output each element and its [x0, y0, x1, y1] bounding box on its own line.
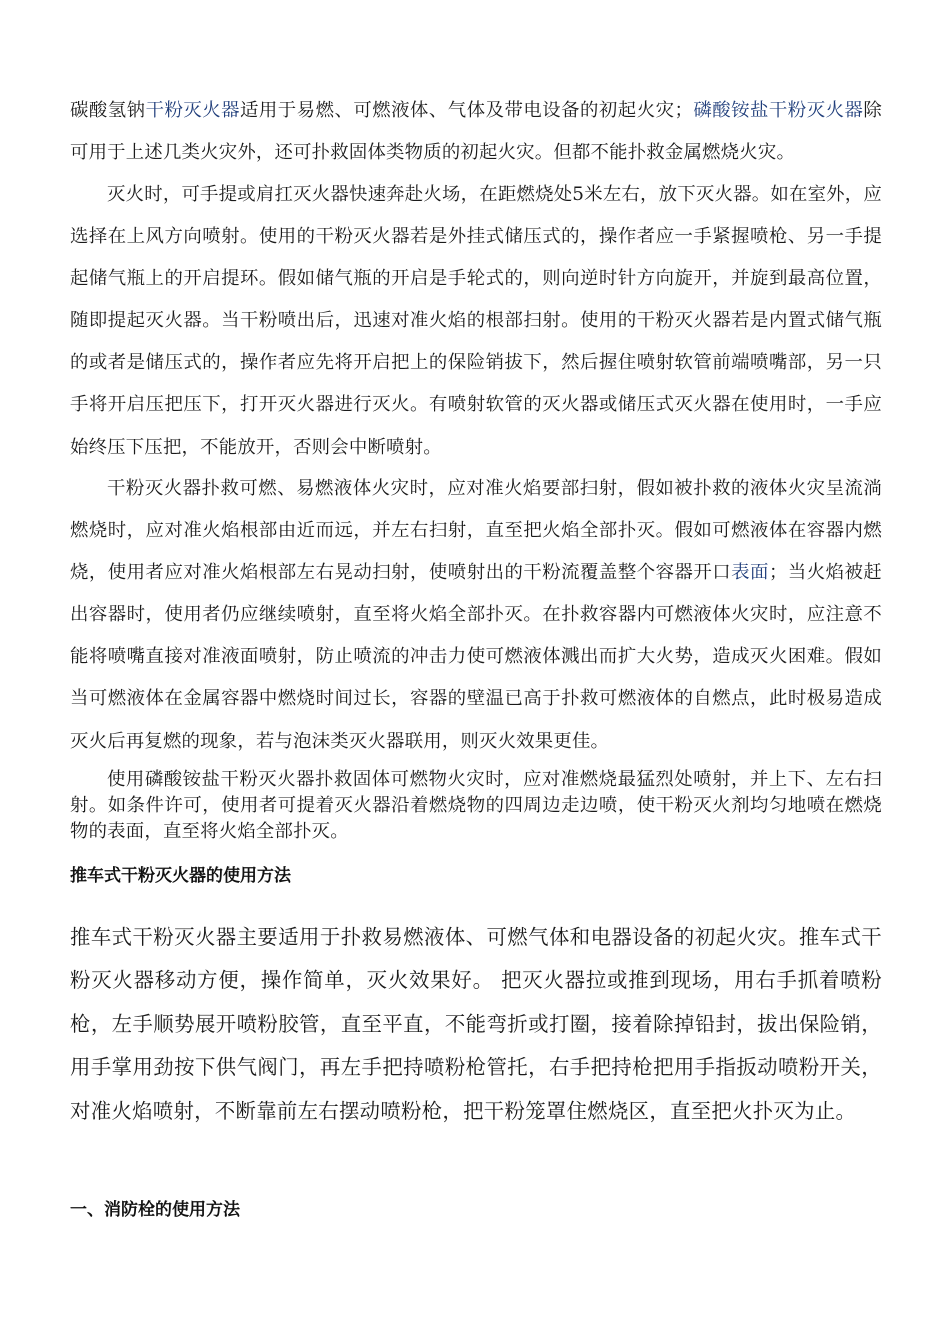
text-segment: 适用于易燃、可燃液体、气体及带电设备的初起火灾；: [240, 100, 694, 121]
link-ammonium-phosphate-extinguisher[interactable]: 磷酸铵盐干粉灭火器: [693, 100, 864, 121]
text-segment: ；当火焰被赶出容器时，使用者仍应继续喷射，直至将火焰全部扑灭。在扑救容器内可燃液体火灾时，应注意不能将喷嘴直接对准液面喷射，防止喷流的冲击力使可燃液体溅出而扩大火势，造成灭火困难。假如当可燃液体在金属容器中燃烧时间过长，容器的壁温已高于扑救可燃液体的自燃点，此时极易造成灭火后再复燃的现象，若与泡沫类灭火器联用，则灭火效果更佳。: [70, 562, 882, 752]
paragraph-cart-extinguisher: 推车式干粉灭火器主要适用于扑救易燃液体、可燃气体和电器设备的初起火灾。推车式干粉灭火器移动方便，操作简单，灭火效果好。 把灭火器拉或推到现场，用右手抓着喷粉枪，左手顺势展开喷粉胶管，直至平直，不能弯折或打圈，接着除掉铅封，拔出保险销，用手掌用劲按下供气阀门，再左手把持喷粉枪管托，右手把持枪把用手指扳动喷粉开关，对准火焰喷射，不断靠前左右摆动喷粉枪，把干粉笼罩住燃烧区，直至把火扑灭为止。: [70, 925, 882, 1123]
paragraph-operation: 灭火时，可手提或肩扛灭火器快速奔赴火场，在距燃烧处5米左右，放下灭火器。如在室外，应选择在上风方向喷射。使用的干粉灭火器若是外挂式储压式的，操作者应一手紧握喷枪、另一手提起储气瓶上的开启提环。假如储气瓶的开启是手轮式的，则向逆时针方向旋开，并旋到最高位置，随即提起灭火器。当干粉喷出后，迅速对准火焰的根部扫射。使用的干粉灭火器若是内置式储气瓶的或者是储压式的，操作者应先将开启把上的保险销拔下，然后握住喷射软管前端喷嘴部，另一只手将开启压把压下，打开灭火器进行灭火。有喷射软管的灭火器或储压式灭火器在使用时，一手应始终压下压把，不能放开，否则会中断喷射。: [70, 184, 882, 458]
paragraph-solid-fire: 使用磷酸铵盐干粉灭火器扑救固体可燃物火灾时，应对准燃烧最猛烈处喷射，并上下、左右扫射。如条件许可，使用者可提着灭火器沿着燃烧物的四周边走边喷，使干粉灭火剂均匀地喷在燃烧物的表面，直至将火焰全部扑灭。: [70, 769, 882, 842]
heading-fire-hydrant: 一、消防栓的使用方法: [70, 1200, 240, 1220]
text-segment: 除可用于上述几类火灾外，还可扑救固体类物质的初起火灾。但都不能扑救金属燃烧火灾。: [70, 100, 882, 164]
link-surface[interactable]: 表面: [731, 562, 769, 584]
text-segment: 碳酸氢钠: [70, 100, 146, 121]
text-segment: 干粉灭火器扑救可燃、易燃液体火灾时，应对准火焰要部扫射，假如被扑救的液体火灾呈流淌燃烧时，应对准火焰根部由近而远，并左右扫射，直至把火焰全部扑灭。假如可燃液体在容器内燃烧，使用者应对准火焰根部左右晃动扫射，使喷射出的干粉流覆盖整个容器开口: [70, 478, 882, 584]
paragraph-dry-powder-types: [70, 90, 882, 174]
paragraph-liquid-fire: [70, 468, 882, 763]
heading-cart-extinguisher: 推车式干粉灭火器的使用方法: [70, 866, 291, 886]
link-dry-powder-extinguisher[interactable]: 干粉灭火器: [145, 100, 241, 121]
